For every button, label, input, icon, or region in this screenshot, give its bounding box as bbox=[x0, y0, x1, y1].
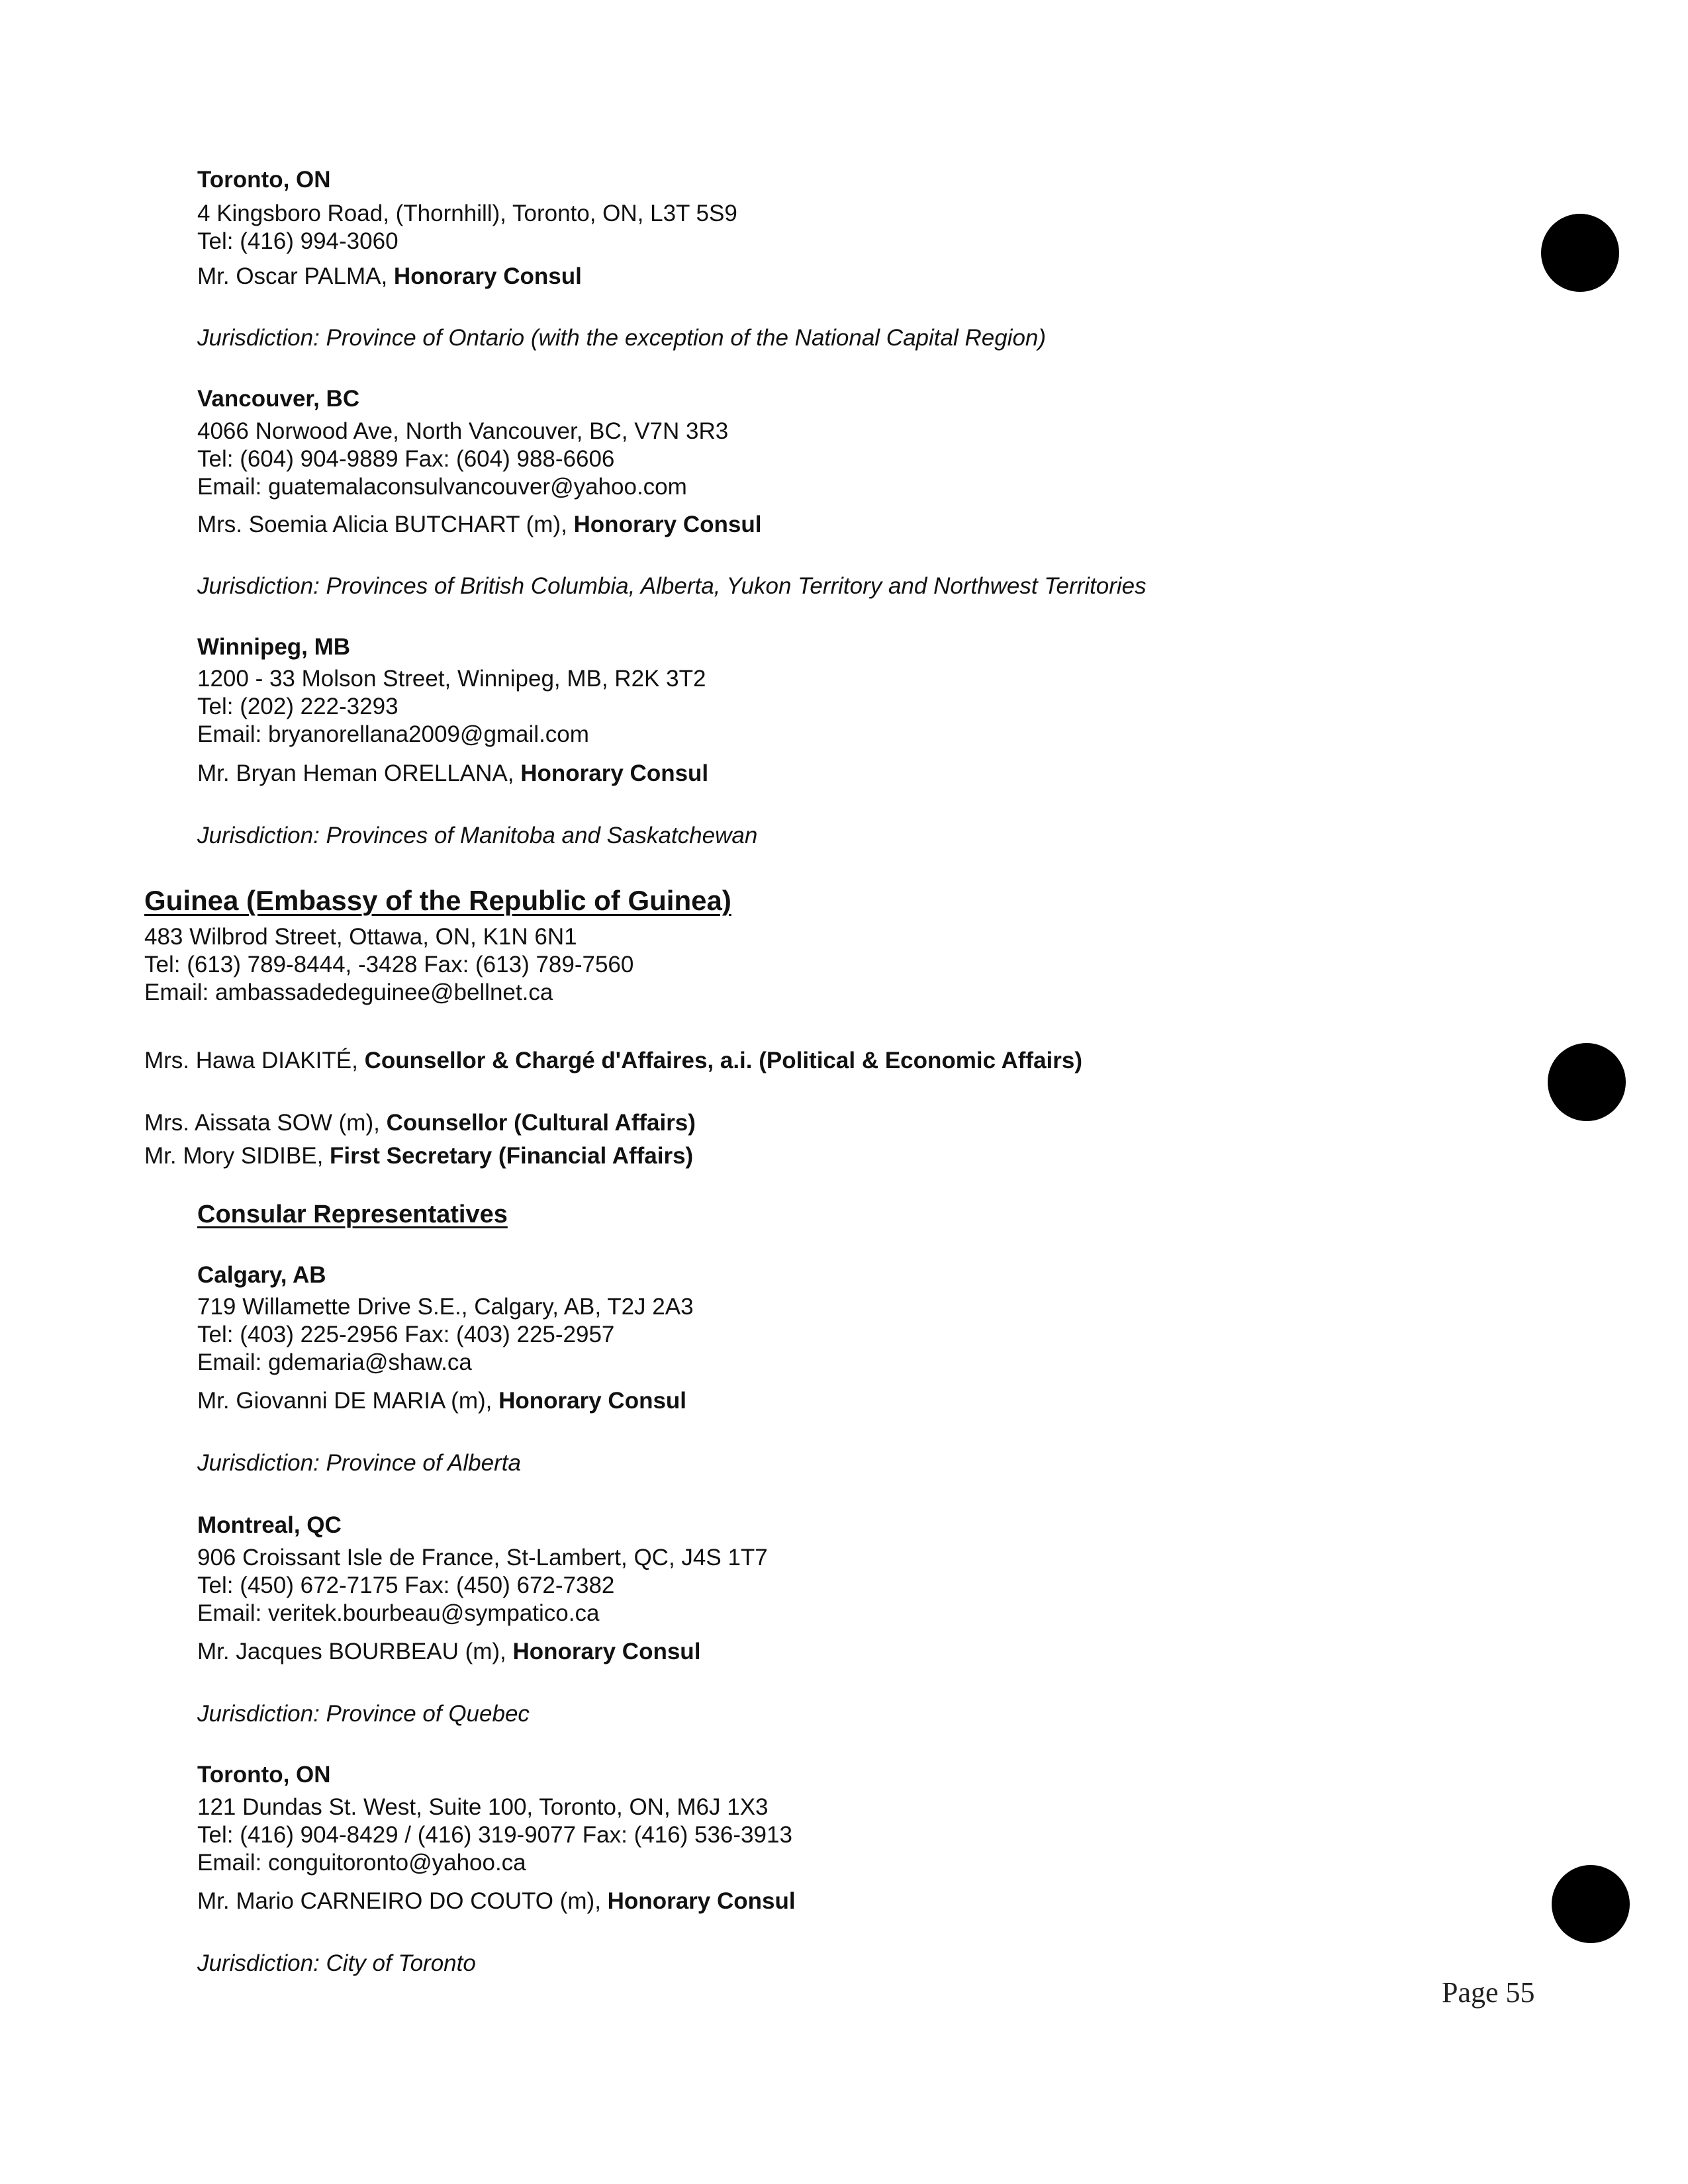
consulate-jurisdiction: Jurisdiction: City of Toronto bbox=[197, 1950, 476, 1976]
country-heading: Guinea (Embassy of the Republic of Guinea) bbox=[144, 885, 731, 916]
embassy-address: 483 Wilbrod Street, Ottawa, ON, K1N 6N1 bbox=[144, 924, 577, 950]
entry-tel: Tel: (202) 222-3293 bbox=[197, 694, 399, 719]
consulate-address: 906 Croissant Isle de France, St-Lambert, QC, J4S 1T7 bbox=[197, 1545, 768, 1570]
entry-address: 4066 Norwood Ave, North Vancouver, BC, V7N 3R3 bbox=[197, 418, 729, 444]
consulate-city: Calgary, AB bbox=[197, 1262, 326, 1288]
entry-jurisdiction: Jurisdiction: Provinces of Manitoba and Saskatchewan bbox=[197, 823, 758, 848]
person-name: Mr. Oscar PALMA, bbox=[197, 263, 388, 289]
staff-name: Mr. Mory SIDIBE, bbox=[144, 1143, 324, 1169]
entry-city: Vancouver, BC bbox=[197, 386, 360, 412]
person-title: Honorary Consul bbox=[393, 263, 582, 289]
staff-member bbox=[144, 1047, 1082, 1075]
punch-hole bbox=[1548, 1043, 1626, 1121]
person-title: Honorary Consul bbox=[573, 512, 762, 537]
entry-jurisdiction: Jurisdiction: Province of Ontario (with the exception of the National Capital Region) bbox=[197, 325, 1047, 351]
punch-hole bbox=[1552, 1865, 1630, 1943]
entry-person bbox=[197, 263, 582, 291]
entry-address: 4 Kingsboro Road, (Thornhill), Toronto, ON, L3T 5S9 bbox=[197, 201, 737, 226]
consular-heading: Consular Representatives bbox=[197, 1201, 508, 1228]
consulate-city: Toronto, ON bbox=[197, 1762, 331, 1788]
staff-name: Mrs. Aissata SOW (m), bbox=[144, 1110, 380, 1136]
entry-email: Email: guatemalaconsulvancouver@yahoo.com bbox=[197, 474, 687, 500]
staff-title: Counsellor (Cultural Affairs) bbox=[386, 1110, 696, 1136]
consulate-person bbox=[197, 1638, 700, 1666]
consulate-tel: Tel: (416) 904-8429 / (416) 319-9077 Fax: (416) 536-3913 bbox=[197, 1822, 792, 1848]
consulate-city: Montreal, QC bbox=[197, 1512, 342, 1538]
person-title: Honorary Consul bbox=[512, 1639, 701, 1664]
person-name: Mr. Giovanni DE MARIA (m), bbox=[197, 1388, 492, 1414]
consulate-tel: Tel: (403) 225-2956 Fax: (403) 225-2957 bbox=[197, 1322, 615, 1347]
consulate-address: 121 Dundas St. West, Suite 100, Toronto, ON, M6J 1X3 bbox=[197, 1794, 769, 1820]
embassy-tel: Tel: (613) 789-8444, -3428 Fax: (613) 789-7560 bbox=[144, 952, 634, 978]
entry-tel: Tel: (604) 904-9889 Fax: (604) 988-6606 bbox=[197, 446, 615, 472]
entry-person bbox=[197, 511, 761, 539]
person-title: Honorary Consul bbox=[498, 1388, 687, 1414]
staff-member bbox=[144, 1109, 696, 1137]
entry-person bbox=[197, 760, 708, 788]
person-name: Mr. Bryan Heman ORELLANA, bbox=[197, 760, 514, 786]
entry-tel: Tel: (416) 994-3060 bbox=[197, 228, 399, 254]
embassy-email: Email: ambassadedeguinee@bellnet.ca bbox=[144, 979, 553, 1005]
person-name: Mr. Jacques BOURBEAU (m), bbox=[197, 1639, 506, 1664]
staff-title: Counsellor & Chargé d'Affaires, a.i. (Political & Economic Affairs) bbox=[364, 1048, 1083, 1073]
consulate-email: Email: conguitoronto@yahoo.ca bbox=[197, 1850, 526, 1876]
staff-member bbox=[144, 1142, 693, 1170]
entry-jurisdiction: Jurisdiction: Provinces of British Columbia, Alberta, Yukon Territory and Northwest Territories bbox=[197, 573, 1147, 599]
person-name: Mr. Mario CARNEIRO DO COUTO (m), bbox=[197, 1888, 601, 1914]
entry-address: 1200 - 33 Molson Street, Winnipeg, MB, R2K 3T2 bbox=[197, 666, 706, 692]
consulate-email: Email: veritek.bourbeau@sympatico.ca bbox=[197, 1600, 600, 1626]
entry-email: Email: bryanorellana2009@gmail.com bbox=[197, 721, 589, 747]
entry-city: Toronto, ON bbox=[197, 167, 331, 193]
consulate-jurisdiction: Jurisdiction: Province of Quebec bbox=[197, 1701, 530, 1727]
entry-city: Winnipeg, MB bbox=[197, 634, 351, 660]
page-number: Page 55 bbox=[1442, 1976, 1535, 2009]
punch-hole bbox=[1541, 214, 1619, 292]
staff-title: First Secretary (Financial Affairs) bbox=[330, 1143, 694, 1169]
consulate-address: 719 Willamette Drive S.E., Calgary, AB, T2J 2A3 bbox=[197, 1294, 694, 1320]
person-title: Honorary Consul bbox=[520, 760, 709, 786]
person-name: Mrs. Soemia Alicia BUTCHART (m), bbox=[197, 512, 567, 537]
consulate-tel: Tel: (450) 672-7175 Fax: (450) 672-7382 bbox=[197, 1572, 615, 1598]
consulate-jurisdiction: Jurisdiction: Province of Alberta bbox=[197, 1450, 521, 1476]
person-title: Honorary Consul bbox=[607, 1888, 796, 1914]
consulate-email: Email: gdemaria@shaw.ca bbox=[197, 1349, 472, 1375]
consulate-person bbox=[197, 1387, 686, 1415]
staff-name: Mrs. Hawa DIAKITÉ, bbox=[144, 1048, 358, 1073]
consulate-person bbox=[197, 1888, 796, 1915]
